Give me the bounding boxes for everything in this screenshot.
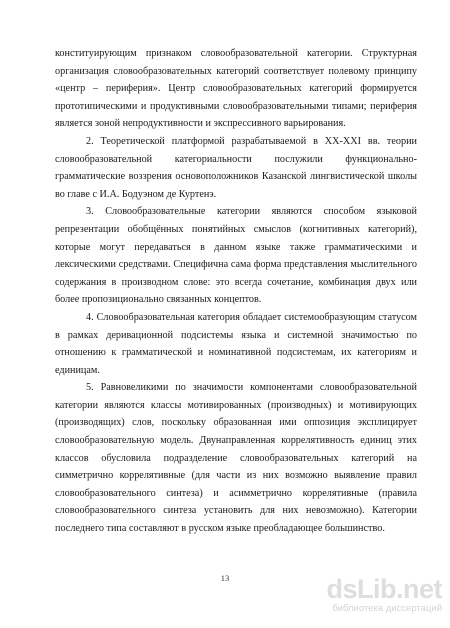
paragraph-5: 5. Равновеликими по значимости компонентами словообразовательной категории являются классы мотивированных (производных) и мотивирующих (производящих) слов, поскольку образованная ими оппозиция эксплицирует словообразовательную модель. Двунаправленная коррелятивность единиц этих классов обусловила подразделение словообразовательных категорий на симметрично коррелятивные (для части из них возможно выявление правил словообразовательного синтеза) и асимметрично коррелятивные (правила словообразовательного синтеза установить для них невозможно). Категории последнего типа составляют в русском языке преобладающее большинство. <box>55 382 417 535</box>
watermark-logo: dsLib.net <box>326 574 442 604</box>
paragraph-2: 2. Теоретической платформой разрабатываемой в XX-XXI вв. теории словообразовательной категориальности послужили функционально-грамматические воззрения основоположников Казанской лингвистической школы во главе с И.А. Бодуэном де Куртенэ. <box>55 135 417 200</box>
watermark <box>328 572 446 622</box>
watermark-subtitle: библиотека диссертаций <box>332 603 442 614</box>
paragraph-continuation: конституирующим признаком словообразовательной категории. Структурная организация словообразовательных категорий соответствует полевому принципу «центр – периферия». Центр словообразовательных категорий формируется прототипическими и продуктивными словообразовательными типами; периферия является зоной непродуктивности и экспрессивного варьирования. <box>55 48 417 130</box>
body-text <box>55 45 417 538</box>
paragraph-3: 3. Словообразовательные категории являются способом языковой репрезентации обобщённых понятийных смыслов (когнитивных категорий), которые могут передаваться в данном языке также грамматическими и лексическими средствами. Специфична сама форма представления мыслительного содержания в производном слове: это всегда сочетание, комбинация двух или более пропозиционально связанных концептов. <box>55 206 417 306</box>
paragraph-4: 4. Словообразовательная категория обладает системообразующим статусом в рамках деривационной подсистемы языка и системной значимостью по отношению к грамматической и номинативной подсистемам, их категориям и единицам. <box>55 311 417 376</box>
page-number: 13 <box>220 573 230 583</box>
